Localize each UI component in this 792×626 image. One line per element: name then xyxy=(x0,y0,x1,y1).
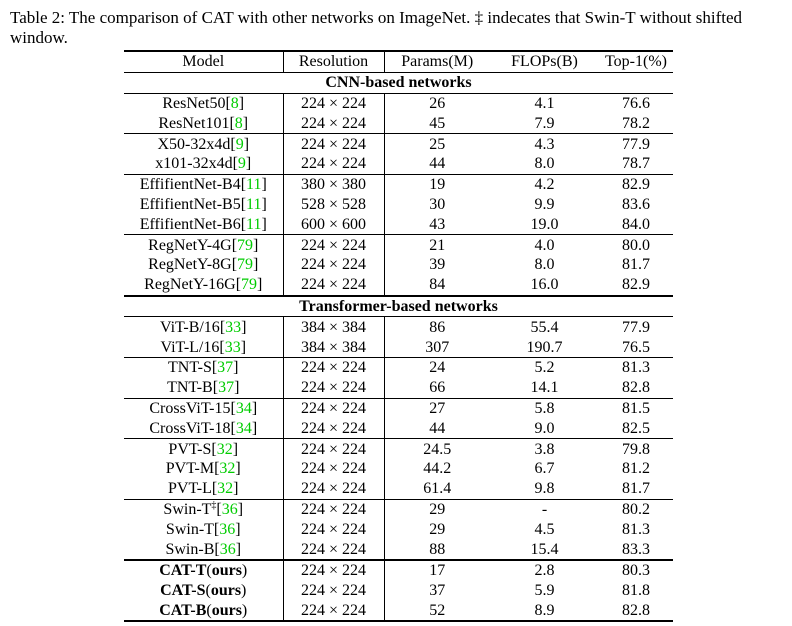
cell-model: RegNetY-16G[79] xyxy=(124,275,283,296)
cell-params: 52 xyxy=(384,601,490,622)
cell-params: 307 xyxy=(425,338,450,356)
cell-top1: 78.2 xyxy=(622,114,650,132)
cell-model: PVT-L[32] xyxy=(124,479,283,499)
cell-model: CAT-S(ours) xyxy=(124,581,283,601)
table-row xyxy=(124,601,673,622)
cell-top1: 81.2 xyxy=(622,460,650,478)
cell-flops: 4.3 xyxy=(490,134,599,154)
cell-model: CAT-B(ours) xyxy=(124,601,283,622)
cell-flops: 4.2 xyxy=(490,174,599,194)
cell-params: 21 xyxy=(384,235,490,255)
cell-params: 84 xyxy=(429,276,446,294)
section-header-row xyxy=(124,72,673,93)
cell-top1: 84.0 xyxy=(622,215,650,233)
cell-model: ResNet101[8] xyxy=(124,113,283,133)
cell-params: 30 xyxy=(429,195,446,213)
cell-resolution: 224 × 224 xyxy=(283,539,384,560)
cell-params: 29 xyxy=(429,520,446,538)
header-top1: Top-1(%) xyxy=(599,51,673,72)
model-name: EffifientNet-B6 xyxy=(139,215,241,233)
cell-model: EffifientNet-B5[11] xyxy=(124,195,283,215)
cell-params: 19 xyxy=(384,174,490,194)
cell-flops: 6.7 xyxy=(534,460,555,478)
table-row xyxy=(124,439,673,459)
cell-model: TNT-B[37] xyxy=(124,378,283,398)
table-row xyxy=(124,479,673,499)
table-row xyxy=(124,235,673,255)
header-row xyxy=(124,51,673,72)
cell-top1: 80.3 xyxy=(599,560,673,581)
cell-flops: 7.9 xyxy=(534,114,555,132)
cell-flops: 5.8 xyxy=(490,398,599,418)
cell-resolution: 384 × 384 xyxy=(283,337,384,357)
cell-resolution: 224 × 224 xyxy=(283,439,384,459)
model-name: TNT-S xyxy=(167,359,212,377)
cell-resolution: 600 × 600 xyxy=(283,214,384,234)
model-name: ResNet50 xyxy=(162,94,226,112)
citation-link[interactable]: 9 xyxy=(237,155,246,173)
citation-link[interactable]: 37 xyxy=(217,359,234,377)
cell-top1: 81.5 xyxy=(599,398,673,418)
cell-params: 44.2 xyxy=(423,460,452,478)
cell-resolution: 224 × 224 xyxy=(283,93,384,113)
cell-resolution: 384 × 384 xyxy=(283,317,384,337)
cell-params: 44 xyxy=(429,155,446,173)
cell-flops: 8.9 xyxy=(490,601,599,622)
ours-tag: ours xyxy=(211,601,242,619)
cell-params: 24 xyxy=(384,357,490,377)
cell-resolution: 224 × 224 xyxy=(283,275,384,296)
cell-params: 45 xyxy=(429,114,446,132)
cell-params: 26 xyxy=(429,94,446,112)
cell-model: CrossViT-18[34] xyxy=(124,418,283,438)
cell-params: 43 xyxy=(429,215,446,233)
cell-params: 44 xyxy=(429,419,446,437)
cell-flops: 4.1 xyxy=(534,94,555,112)
table-row xyxy=(124,499,673,519)
model-name: Swin-T xyxy=(163,500,212,518)
model-name: X50-32x4d xyxy=(157,135,231,153)
cell-top1: 81.8 xyxy=(622,582,650,600)
table-row xyxy=(124,560,673,581)
cell-flops: 15.4 xyxy=(530,540,559,558)
table-caption: Table 2: The comparison of CAT with other networks on ImageNet. ‡ indecates that Swin-T without shifted window. xyxy=(10,8,743,47)
table-row xyxy=(124,134,673,154)
cell-resolution: 380 × 380 xyxy=(283,174,384,194)
table-row xyxy=(124,214,673,234)
table-row xyxy=(124,459,673,479)
cell-top1: 79.8 xyxy=(599,439,673,459)
cell-top1: 81.7 xyxy=(622,480,650,498)
cell-resolution: 224 × 224 xyxy=(283,418,384,438)
citation-link[interactable]: 34 xyxy=(235,419,252,437)
model-name: PVT-S xyxy=(168,440,212,458)
cell-resolution: 224 × 224 xyxy=(283,560,384,581)
cell-resolution: 224 × 224 xyxy=(283,601,384,622)
cell-model: X50-32x4d[9] xyxy=(124,134,283,154)
cell-model: Swin-T[36] xyxy=(124,519,283,539)
cell-model: CAT-T(ours) xyxy=(124,560,283,581)
cell-flops: 19.0 xyxy=(530,215,559,233)
cell-flops: 9.9 xyxy=(534,195,555,213)
cell-resolution: 224 × 224 xyxy=(283,255,384,275)
model-name: EffifientNet-B4 xyxy=(139,176,241,194)
cell-top1: 78.7 xyxy=(622,155,650,173)
cell-params: 86 xyxy=(429,318,446,336)
table-row xyxy=(124,174,673,194)
cell-model: EffifientNet-B6[11] xyxy=(124,214,283,234)
cell-top1: 81.7 xyxy=(622,256,650,274)
cell-resolution: 224 × 224 xyxy=(283,357,384,377)
model-name: TNT-B xyxy=(167,379,213,397)
table-row xyxy=(124,317,673,337)
cell-resolution: 224 × 224 xyxy=(283,459,384,479)
cell-params: 25 xyxy=(384,134,490,154)
cell-model: PVT-S[32] xyxy=(124,439,283,459)
model-name: RegNetY-8G xyxy=(148,256,232,274)
header-flops: FLOPs(B) xyxy=(490,51,599,72)
model-name: Swin-T xyxy=(165,520,214,538)
cell-model: Swin-B[36] xyxy=(124,539,283,560)
cell-params: 27 xyxy=(384,398,490,418)
citation-link[interactable]: 11 xyxy=(246,195,262,213)
cell-resolution: 224 × 224 xyxy=(283,479,384,499)
cell-flops: 14.1 xyxy=(530,379,559,397)
cell-flops: 4.0 xyxy=(490,235,599,255)
model-name: PVT-M xyxy=(165,460,215,478)
table-row xyxy=(124,337,673,357)
model-name: EffifientNet-B5 xyxy=(139,195,241,213)
cell-model: Swin-T‡[36] xyxy=(124,499,283,519)
cell-resolution: 224 × 224 xyxy=(283,581,384,601)
model-name: CAT-S xyxy=(160,582,206,600)
header-resolution: Resolution xyxy=(283,51,384,72)
section-title: Transformer-based networks xyxy=(124,296,673,317)
cell-top1: 82.8 xyxy=(599,601,673,622)
citation-link[interactable]: 36 xyxy=(219,540,236,558)
citation-link[interactable]: 37 xyxy=(218,379,235,397)
cell-resolution: 224 × 224 xyxy=(283,499,384,519)
cell-top1: 80.0 xyxy=(599,235,673,255)
cell-flops: 8.0 xyxy=(534,256,555,274)
cell-model: x101-32x4d[9] xyxy=(124,154,283,174)
citation-link[interactable]: 36 xyxy=(221,500,238,518)
model-name: RegNetY-4G xyxy=(148,236,232,254)
model-name: x101-32x4d xyxy=(155,155,233,173)
cell-flops: - xyxy=(490,499,599,519)
table-row xyxy=(124,398,673,418)
citation-link[interactable]: 11 xyxy=(246,215,262,233)
cell-resolution: 528 × 528 xyxy=(283,195,384,215)
cell-top1: 77.9 xyxy=(622,318,650,336)
comparison-table xyxy=(124,50,673,622)
section-title: CNN-based networks xyxy=(124,72,673,93)
cell-resolution: 224 × 224 xyxy=(283,398,384,418)
cell-model: ViT-B/16[33] xyxy=(124,317,283,337)
cell-params: 24.5 xyxy=(384,439,490,459)
model-name: CrossViT-15 xyxy=(149,399,231,417)
cell-top1: 82.9 xyxy=(599,174,673,194)
model-name: ViT-L/16 xyxy=(160,338,220,356)
cell-params: 88 xyxy=(429,540,446,558)
model-name: PVT-L xyxy=(167,480,212,498)
citation-link[interactable]: 34 xyxy=(235,399,252,417)
citation-link[interactable]: 33 xyxy=(224,338,241,356)
cell-model: CrossViT-15[34] xyxy=(124,398,283,418)
model-name: Swin-B xyxy=(165,540,215,558)
section-header-row xyxy=(124,296,673,317)
cell-top1: 81.3 xyxy=(599,357,673,377)
cell-top1: 81.3 xyxy=(622,520,650,538)
cell-resolution: 224 × 224 xyxy=(283,519,384,539)
citation-link[interactable]: 8 xyxy=(230,94,239,112)
table-row xyxy=(124,255,673,275)
citation-link[interactable]: 8 xyxy=(234,114,243,132)
cell-params: 61.4 xyxy=(423,480,452,498)
cell-params: 37 xyxy=(429,582,446,600)
table-row xyxy=(124,357,673,377)
cell-params: 29 xyxy=(384,499,490,519)
model-name: RegNetY-16G xyxy=(144,276,236,294)
cell-top1: 83.6 xyxy=(622,195,650,213)
cell-top1: 82.5 xyxy=(622,419,650,437)
cell-model: EffifientNet-B4[11] xyxy=(124,174,283,194)
table-row xyxy=(124,581,673,601)
cell-model: RegNetY-8G[79] xyxy=(124,255,283,275)
table-row xyxy=(124,519,673,539)
cell-flops: 2.8 xyxy=(490,560,599,581)
table-row xyxy=(124,275,673,296)
cell-resolution: 224 × 224 xyxy=(283,235,384,255)
citation-link[interactable]: 9 xyxy=(235,135,244,153)
ours-tag: ours xyxy=(211,562,242,580)
cell-flops: 55.4 xyxy=(530,318,559,336)
citation-link[interactable]: 79 xyxy=(237,256,254,274)
cell-top1: 80.2 xyxy=(599,499,673,519)
cell-resolution: 224 × 224 xyxy=(283,154,384,174)
cell-params: 66 xyxy=(429,379,446,397)
cell-params: 17 xyxy=(384,560,490,581)
citation-link[interactable]: 32 xyxy=(216,440,233,458)
cell-flops: 16.0 xyxy=(530,276,559,294)
cell-flops: 9.0 xyxy=(534,419,555,437)
cell-top1: 82.9 xyxy=(622,276,650,294)
model-name: CrossViT-18 xyxy=(149,419,231,437)
table-row xyxy=(124,93,673,113)
cell-flops: 8.0 xyxy=(534,155,555,173)
table-row xyxy=(124,195,673,215)
cell-top1: 77.9 xyxy=(599,134,673,154)
model-name: ViT-B/16 xyxy=(160,318,220,336)
header-model: Model xyxy=(124,51,283,72)
table-row xyxy=(124,154,673,174)
table-row xyxy=(124,113,673,133)
citation-link[interactable]: 32 xyxy=(219,460,236,478)
cell-flops: 9.8 xyxy=(534,480,555,498)
model-name: ResNet101 xyxy=(158,114,230,132)
cell-resolution: 224 × 224 xyxy=(283,113,384,133)
cell-model: PVT-M[32] xyxy=(124,459,283,479)
cell-model: ViT-L/16[33] xyxy=(124,337,283,357)
header-params: Params(M) xyxy=(384,51,490,72)
cell-model: ResNet50[8] xyxy=(124,93,283,113)
cell-flops: 5.2 xyxy=(490,357,599,377)
cell-flops: 3.8 xyxy=(490,439,599,459)
table-row xyxy=(124,418,673,438)
model-name: CAT-B xyxy=(159,601,207,619)
cell-flops: 5.9 xyxy=(534,582,555,600)
dagger-mark: ‡ xyxy=(211,499,217,511)
citation-link[interactable]: 33 xyxy=(225,318,242,336)
table-body xyxy=(124,72,673,621)
cell-flops: 190.7 xyxy=(526,338,563,356)
cell-top1: 83.3 xyxy=(622,540,650,558)
cell-model: TNT-S[37] xyxy=(124,357,283,377)
cell-top1: 82.8 xyxy=(622,379,650,397)
cell-top1: 76.5 xyxy=(622,338,650,356)
citation-link[interactable]: 11 xyxy=(246,176,262,194)
cell-resolution: 224 × 224 xyxy=(283,378,384,398)
model-name: CAT-T xyxy=(159,562,207,580)
citation-link[interactable]: 36 xyxy=(219,520,236,538)
citation-link[interactable]: 79 xyxy=(241,276,258,294)
table-row xyxy=(124,378,673,398)
cell-model: RegNetY-4G[79] xyxy=(124,235,283,255)
cell-flops: 4.5 xyxy=(534,520,555,538)
table-row xyxy=(124,539,673,560)
cell-top1: 76.6 xyxy=(622,94,650,112)
cell-resolution: 224 × 224 xyxy=(283,134,384,154)
citation-link[interactable]: 79 xyxy=(237,236,254,254)
cell-params: 39 xyxy=(429,256,446,274)
ours-tag: ours xyxy=(210,582,242,600)
citation-link[interactable]: 32 xyxy=(217,480,234,498)
